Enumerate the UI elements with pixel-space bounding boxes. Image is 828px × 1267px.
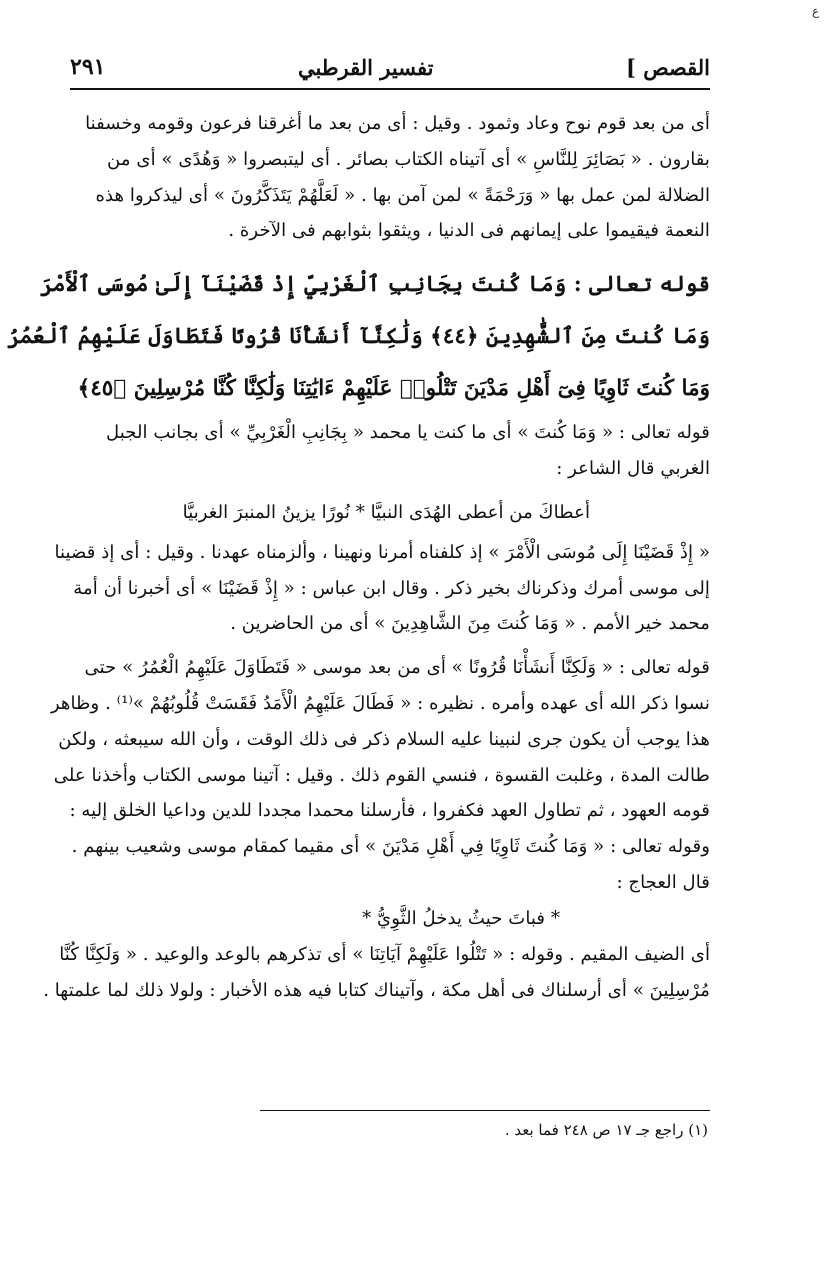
paragraph-4 (50, 650, 710, 901)
text-line: قوله تعالى : « وَمَا كُنتَ » أى ما كنت يا محمد « بِجَانِبِ الْغَرْبِيِّ » أى بجانب الجبل (106, 422, 710, 444)
surah-name: القصص ] (625, 55, 710, 80)
quran-verse-block (7, 259, 710, 415)
page-number: ٢٩١ (70, 54, 106, 80)
text-line: هذا يوجب أن يكون جرى لنبينا عليه السلام ذكر فى ذلك الوقت ، وأن الله سيبعثه ، ولكن (58, 728, 710, 750)
verse-line: قوله تعالى : وَمَا كُنتَ بِجَانِبِ ٱلْغَرْبِيِّ إِذْ قَضَيْنَآ إِلَىٰ مُوسَى ٱلْأَمْرَ (40, 272, 710, 298)
text-line: إلى موسى أمرك وذكرناك بخير ذكر . وقال ابن عباس : « إِذْ قَضَيْنَا » أى أخبرنا أن أمة (73, 577, 710, 599)
text-line: « إِذْ قَضَيْنَا إِلَى مُوسَى الْأَمْرَ » إذ كلفناه أمرنا ونهينا ، وألزمناه عهدنا . وقيل : أى إذ قضينا (54, 541, 710, 563)
text-line: الضلالة لمن عمل بها « وَرَحْمَةً » لمن آمن بها . « لَعَلَّهُمْ يَتَذَكَّرُونَ » أى ليذكروا هذه (95, 184, 710, 206)
footnote: (١) راجع جـ ١٧ ص ٢٤٨ فما بعد . (504, 1121, 708, 1139)
verse-line: وَمَا كُنتَ ثَاوِيًا فِىٓ أَهْلِ مَدْيَنَ تَتْلُوا۟ عَلَيْهِمْ ءَايَٰتِنَا وَلَٰكِنَّا كُنَّا مُرْسِلِينَ ﴿٤٥﴾ (77, 376, 710, 402)
text-line: قوله تعالى : « وَلَكِنَّا أَنشَأْنَا قُرُونًا » أى من بعد موسى « فَتَطَاوَلَ عَلَيْهِمُ الْعُمُرُ » حتى (84, 657, 710, 679)
poem-verse-2: * فباتَ حيثُ يدخلُ الثَّوِيُّ * (362, 907, 560, 929)
text-line: نسوا ذكر الله أى عهده وأمره . نظيره : « فَطَالَ عَلَيْهِمُ الْأَمَدُ فَقَسَتْ قُلُوبُهُمْ »⁽¹⁾ . وظاهر (50, 692, 710, 714)
header-rule (70, 88, 710, 90)
text-line: النعمة فيقيموا على إيمانهم فى الدنيا ، ويثقوا بثوابهم فى الآخرة . (228, 220, 710, 242)
text-line: مُرْسِلِينَ » أى أرسلناك فى أهل مكة ، وآتيناك كتابا فيه هذه الأخبار : ولولا ذلك لما علمتها . (43, 979, 710, 1001)
spacer (74, 642, 710, 650)
poem-verse: أعطاكَ من أعطى الهُدَى النبيَّا * نُورًا يزينُ المنبرَ الغربيَّا (182, 501, 590, 523)
page-body (7, 106, 710, 1008)
book-title: تفسير القرطبي (297, 55, 434, 80)
paragraph-1 (74, 106, 710, 249)
text-line: أى الضيف المقيم . وقوله : « تَتْلُوا عَلَيْهِمْ آيَاتِنَا » أى تذكرهم بالوعد والوعيد . « وَلَكِنَّا كُنَّا (59, 943, 710, 965)
text-line: أى من بعد قوم نوح وعاد وثمود . وقيل : أى من بعد ما أغرقنا فرعون وقومه وخسفنا (85, 113, 710, 134)
paragraph-2 (74, 415, 710, 487)
paragraph-5 (43, 937, 710, 1009)
text-line: قال العجاج : (616, 871, 710, 893)
text-line: بقارون . « بَصَائِرَ لِلنَّاسِ » أى آتيناه الكتاب بصائر . أى ليتبصروا « وَهُدًى » أى من (106, 148, 710, 170)
corner-mark: ع (812, 4, 820, 18)
text-line: طالت المدة ، وغلبت القسوة ، فنسي القوم ذلك . وقيل : آتينا موسى الكتاب وأخذنا على (53, 764, 710, 786)
text-line: الغربي قال الشاعر : (556, 457, 710, 479)
verse-line: وَمَا كُنتَ مِنَ ٱلشَّٰهِدِينَ ﴿٤٤﴾ وَلَٰكِنَّآ أَنشَأْنَا قُرُونًا فَتَطَاوَلَ عَلَيْهِمُ ٱلْعُمُرُ (7, 324, 710, 350)
text-line: قومه العهود ، ثم تطاول العهد فكفروا ، فأرسلنا محمدا مجددا للدين وداعيا الخلق إليه : (69, 800, 710, 822)
paragraph-3 (54, 535, 710, 642)
page-header (70, 36, 710, 80)
text-line: وقوله تعالى : « وَمَا كُنتَ ثَاوِيًا فِي أَهْلِ مَدْيَنَ » أى مقيما كمقام موسى وشعيب بينهم . (71, 836, 710, 858)
footnote-rule (260, 1110, 710, 1111)
text-line: محمد خير الأمم . « وَمَا كُنتَ مِنَ الشَّاهِدِينَ » أى من الحاضرين . (230, 613, 710, 635)
